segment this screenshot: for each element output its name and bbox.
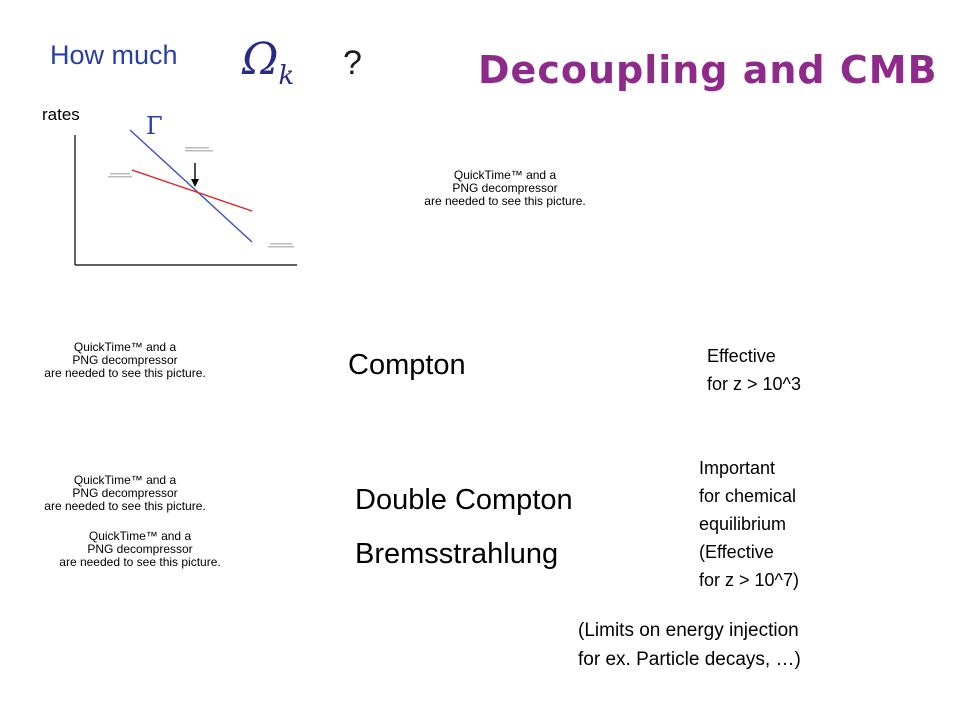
plot-y-label: rates <box>42 105 80 124</box>
limits-note <box>578 616 801 674</box>
double-compton-label: Double Compton <box>355 484 573 516</box>
placeholder-line: are needed to see this picture. <box>59 555 221 569</box>
image-placeholder-4 <box>55 530 225 569</box>
rates-plot <box>60 125 300 270</box>
gamma-rate-line <box>130 130 252 242</box>
note-line: for chemical <box>699 486 797 506</box>
placeholder-line: are needed to see this picture. <box>44 499 206 513</box>
bremsstrahlung-label: Bremsstrahlung <box>355 538 559 570</box>
placeholder-line: QuickTime™ and a <box>88 529 192 543</box>
placeholder-line: PNG decompressor <box>87 542 193 556</box>
note-line: for z > 10^7) <box>699 570 799 590</box>
note-line: Important <box>699 458 776 478</box>
placeholder-line: are needed to see this picture. <box>44 366 206 380</box>
hubble-rate-line <box>132 170 252 211</box>
decoupling-arrow-head <box>191 179 199 187</box>
omega-k-symbol <box>242 34 294 91</box>
placeholder-line: are needed to see this picture. <box>424 194 586 208</box>
gamma-label: Γ <box>146 112 163 140</box>
note-line: (Limits on energy injection <box>578 620 799 641</box>
note-line: (Effective <box>699 542 774 562</box>
question-mark: ? <box>343 44 362 82</box>
how-much-text: How much <box>50 40 178 70</box>
note-line: for ex. Particle decays, …) <box>578 649 801 670</box>
compton-label: Compton <box>348 349 466 381</box>
omega-subscript: k <box>278 61 295 91</box>
image-placeholder-2 <box>40 341 210 380</box>
placeholder-line: QuickTime™ and a <box>73 473 177 487</box>
compton-note <box>707 342 801 398</box>
note-line: Effective <box>707 346 776 366</box>
double-compton-note <box>699 454 799 594</box>
omega-letter: Ω <box>242 34 279 85</box>
placeholder-line: QuickTime™ and a <box>453 168 557 182</box>
placeholder-line: QuickTime™ and a <box>73 340 177 354</box>
tiny-annotations <box>108 147 294 248</box>
image-placeholder-1 <box>420 169 590 208</box>
note-line: equilibrium <box>699 514 787 534</box>
image-placeholder-3 <box>40 474 210 513</box>
slide-title: Decoupling and CMB <box>478 48 938 92</box>
note-line: for z > 10^3 <box>707 374 801 394</box>
placeholder-line: PNG decompressor <box>452 181 558 195</box>
placeholder-line: PNG decompressor <box>72 353 178 367</box>
placeholder-line: PNG decompressor <box>72 486 178 500</box>
